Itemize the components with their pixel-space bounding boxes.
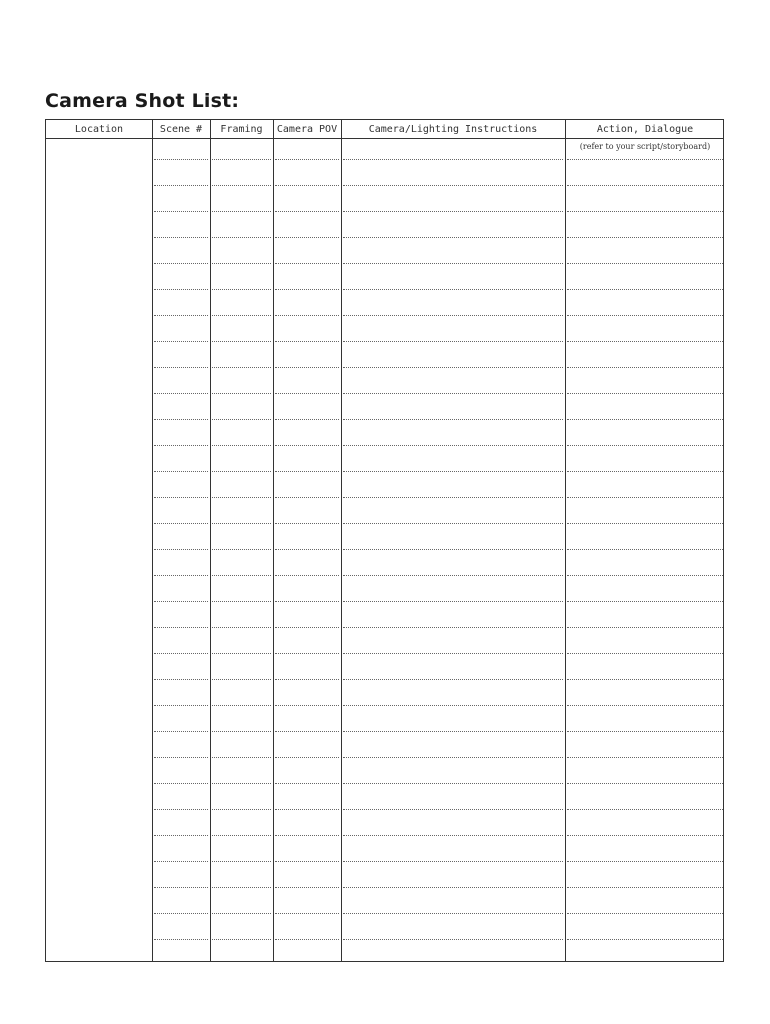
camera-pov-line: [275, 627, 339, 628]
framing-line: [212, 601, 271, 602]
action-column-note: (refer to your script/storyboard): [579, 142, 711, 151]
framing-line: [212, 835, 271, 836]
column-divider: [273, 120, 274, 961]
framing-line: [212, 341, 271, 342]
action-line: [567, 705, 723, 706]
scene-line: [154, 835, 208, 836]
action-line: [567, 549, 723, 550]
camera-pov-line: [275, 367, 339, 368]
instructions-line: [343, 393, 563, 394]
instructions-line: [343, 341, 563, 342]
header-action-dialogue: Action, Dialogue: [596, 124, 694, 135]
instructions-line: [343, 601, 563, 602]
framing-line: [212, 263, 271, 264]
instructions-line: [343, 523, 563, 524]
column-divider: [341, 120, 342, 961]
framing-line: [212, 575, 271, 576]
action-line: [567, 861, 723, 862]
scene-line: [154, 731, 208, 732]
action-line: [567, 289, 723, 290]
framing-line: [212, 887, 271, 888]
framing-line: [212, 159, 271, 160]
action-line: [567, 835, 723, 836]
instructions-line: [343, 861, 563, 862]
camera-pov-line: [275, 289, 339, 290]
instructions-line: [343, 185, 563, 186]
framing-line: [212, 367, 271, 368]
framing-line: [212, 783, 271, 784]
action-line: [567, 523, 723, 524]
framing-line: [212, 419, 271, 420]
camera-pov-line: [275, 757, 339, 758]
action-line: [567, 237, 723, 238]
framing-line: [212, 757, 271, 758]
action-line: [567, 783, 723, 784]
camera-pov-line: [275, 601, 339, 602]
instructions-line: [343, 263, 563, 264]
scene-line: [154, 497, 208, 498]
scene-line: [154, 679, 208, 680]
action-line: [567, 393, 723, 394]
scene-line: [154, 185, 208, 186]
camera-pov-line: [275, 679, 339, 680]
action-line: [567, 315, 723, 316]
camera-pov-line: [275, 809, 339, 810]
scene-line: [154, 757, 208, 758]
instructions-line: [343, 289, 563, 290]
scene-line: [154, 367, 208, 368]
scene-line: [154, 419, 208, 420]
instructions-line: [343, 627, 563, 628]
camera-pov-line: [275, 159, 339, 160]
framing-line: [212, 237, 271, 238]
framing-line: [212, 497, 271, 498]
camera-pov-line: [275, 523, 339, 524]
action-line: [567, 679, 723, 680]
scene-line: [154, 601, 208, 602]
action-line: [567, 601, 723, 602]
scene-line: [154, 159, 208, 160]
camera-pov-line: [275, 549, 339, 550]
action-line: [567, 939, 723, 940]
scene-line: [154, 445, 208, 446]
scene-line: [154, 575, 208, 576]
framing-line: [212, 809, 271, 810]
instructions-line: [343, 471, 563, 472]
framing-line: [212, 289, 271, 290]
action-line: [567, 627, 723, 628]
instructions-line: [343, 679, 563, 680]
camera-pov-line: [275, 861, 339, 862]
header-camera-pov: Camera POV: [276, 124, 338, 135]
instructions-line: [343, 887, 563, 888]
action-line: [567, 341, 723, 342]
camera-pov-line: [275, 835, 339, 836]
action-line: [567, 653, 723, 654]
scene-line: [154, 861, 208, 862]
framing-line: [212, 471, 271, 472]
scene-line: [154, 809, 208, 810]
instructions-line: [343, 497, 563, 498]
action-line: [567, 471, 723, 472]
instructions-line: [343, 159, 563, 160]
framing-line: [212, 653, 271, 654]
column-divider: [210, 120, 211, 961]
framing-line: [212, 913, 271, 914]
camera-pov-line: [275, 263, 339, 264]
scene-line: [154, 887, 208, 888]
page-title: Camera Shot List:: [45, 90, 240, 112]
header-location: Location: [74, 124, 124, 135]
action-line: [567, 367, 723, 368]
framing-line: [212, 185, 271, 186]
scene-line: [154, 211, 208, 212]
camera-pov-line: [275, 913, 339, 914]
framing-line: [212, 861, 271, 862]
framing-line: [212, 679, 271, 680]
framing-line: [212, 315, 271, 316]
table-header: [46, 120, 723, 139]
action-line: [567, 887, 723, 888]
instructions-line: [343, 731, 563, 732]
scene-line: [154, 341, 208, 342]
framing-line: [212, 549, 271, 550]
action-line: [567, 497, 723, 498]
camera-pov-line: [275, 393, 339, 394]
scene-line: [154, 289, 208, 290]
camera-pov-line: [275, 341, 339, 342]
instructions-line: [343, 913, 563, 914]
scene-line: [154, 237, 208, 238]
framing-line: [212, 731, 271, 732]
camera-pov-line: [275, 497, 339, 498]
scene-line: [154, 653, 208, 654]
action-line: [567, 263, 723, 264]
header-framing: Framing: [220, 124, 263, 135]
instructions-line: [343, 367, 563, 368]
action-line: [567, 575, 723, 576]
column-divider: [565, 120, 566, 961]
instructions-line: [343, 419, 563, 420]
instructions-line: [343, 575, 563, 576]
scene-line: [154, 549, 208, 550]
camera-pov-line: [275, 445, 339, 446]
camera-pov-line: [275, 575, 339, 576]
instructions-line: [343, 939, 563, 940]
instructions-line: [343, 835, 563, 836]
instructions-line: [343, 783, 563, 784]
column-divider: [152, 120, 153, 961]
camera-pov-line: [275, 185, 339, 186]
camera-pov-line: [275, 887, 339, 888]
instructions-line: [343, 445, 563, 446]
action-line: [567, 757, 723, 758]
scene-line: [154, 705, 208, 706]
instructions-line: [343, 705, 563, 706]
framing-line: [212, 393, 271, 394]
instructions-line: [343, 315, 563, 316]
camera-pov-line: [275, 939, 339, 940]
scene-line: [154, 627, 208, 628]
action-line: [567, 913, 723, 914]
action-line: [567, 185, 723, 186]
scene-line: [154, 393, 208, 394]
framing-line: [212, 523, 271, 524]
scene-line: [154, 913, 208, 914]
scene-line: [154, 783, 208, 784]
action-line: [567, 211, 723, 212]
instructions-line: [343, 809, 563, 810]
camera-pov-line: [275, 471, 339, 472]
action-line: [567, 809, 723, 810]
header-scene: Scene #: [159, 124, 203, 135]
framing-line: [212, 211, 271, 212]
action-line: [567, 419, 723, 420]
instructions-line: [343, 653, 563, 654]
camera-pov-line: [275, 783, 339, 784]
camera-pov-line: [275, 211, 339, 212]
scene-line: [154, 263, 208, 264]
instructions-line: [343, 211, 563, 212]
framing-line: [212, 705, 271, 706]
framing-line: [212, 627, 271, 628]
header-camera-lighting-instructions: Camera/Lighting Instructions: [368, 124, 538, 135]
camera-pov-line: [275, 653, 339, 654]
scene-line: [154, 939, 208, 940]
framing-line: [212, 939, 271, 940]
action-line: [567, 159, 723, 160]
scene-line: [154, 315, 208, 316]
camera-pov-line: [275, 315, 339, 316]
camera-pov-line: [275, 705, 339, 706]
camera-pov-line: [275, 731, 339, 732]
camera-pov-line: [275, 419, 339, 420]
action-line: [567, 445, 723, 446]
instructions-line: [343, 549, 563, 550]
instructions-line: [343, 237, 563, 238]
framing-line: [212, 445, 271, 446]
instructions-line: [343, 757, 563, 758]
scene-line: [154, 471, 208, 472]
camera-pov-line: [275, 237, 339, 238]
action-line: [567, 731, 723, 732]
shot-list-table: [45, 119, 724, 962]
scene-line: [154, 523, 208, 524]
